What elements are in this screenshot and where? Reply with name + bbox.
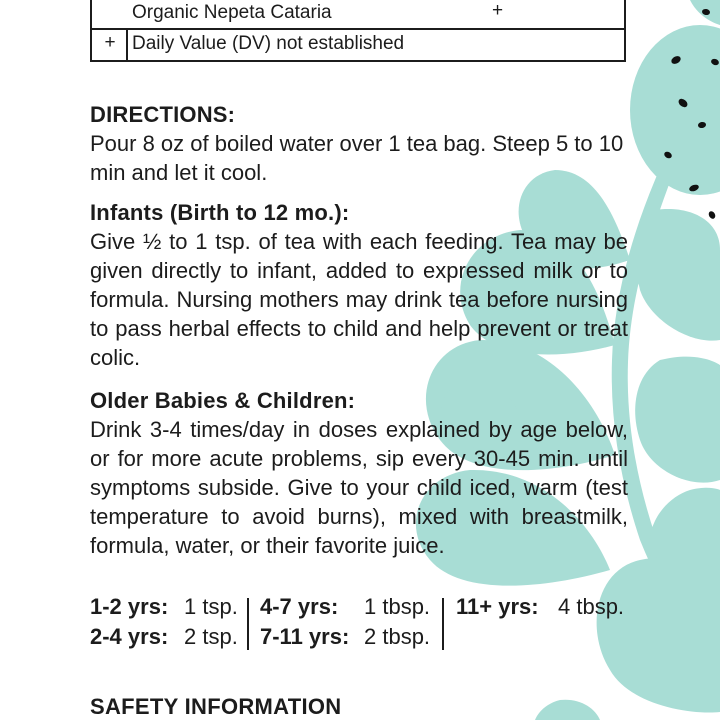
dosage-column-1 [90,592,238,652]
dose-amount: 2 tbsp. [364,624,431,649]
dosage-row [90,622,238,652]
safety-heading: SAFETY INFORMATION [90,694,342,719]
dose-amount: 4 tbsp. [558,594,625,619]
dosage-row [90,592,238,622]
infants-section [90,198,628,372]
supplement-facts-table [90,0,626,62]
age-range: 4-7 yrs: [260,594,339,619]
table-divider [126,28,128,60]
directions-section [90,100,628,187]
directions-heading: DIRECTIONS: [90,102,236,127]
dose-amount: 1 tbsp. [364,594,431,619]
dosage-divider [247,598,249,650]
footnote-symbol: + [104,32,116,53]
directions-text: Pour 8 oz of boiled water over 1 tea bag. Steep 5 to 10 min and let it cool. [90,131,624,185]
dosage-row [456,592,625,622]
infants-heading: Infants (Birth to 12 mo.): [90,200,350,225]
older-children-heading: Older Babies & Children: [90,388,356,413]
age-range: 11+ yrs: [456,594,539,619]
older-children-text: Drink 3-4 times/day in doses explained by age below, or for more acute problems, sip every 30-45 min. until symptoms subside. Give to your child iced, warm (test temperature to avoid burns), mixed with breastmilk, formula, water, or their favorite juice. [90,417,628,558]
dose-amount: 1 tsp. [184,594,238,619]
dose-amount: 2 tsp. [184,624,238,649]
ingredient-row [92,0,624,30]
dosage-divider [442,598,444,650]
age-range: 2-4 yrs: [90,624,169,649]
dosage-column-3 [456,592,625,622]
dosage-row [260,592,431,622]
age-range: 7-11 yrs: [260,624,350,649]
dosage-column-2 [260,592,431,652]
ingredient-name: Organic Nepeta Cataria [132,2,332,23]
dosage-row [260,622,431,652]
ingredient-dv-mark: + [492,0,504,21]
infants-text: Give ½ to 1 tsp. of tea with each feeding. Tea may be given directly to infant, added to expressed milk or to formula. Nursing mothers may drink tea before nursing to pass herbal effects to child and help prevent or treat colic. [90,229,628,370]
age-range: 1-2 yrs: [90,594,169,619]
footnote-text: Daily Value (DV) not established [132,33,405,54]
older-children-section [90,386,628,560]
